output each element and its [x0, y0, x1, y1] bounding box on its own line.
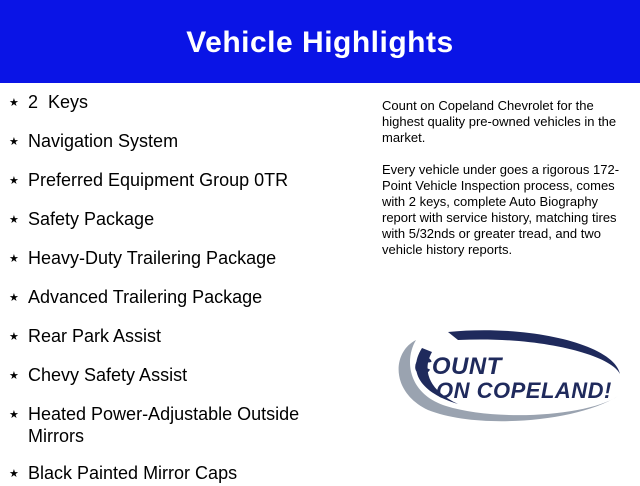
- logo-line2: ON COPELAND!: [436, 378, 612, 403]
- star-icon: ★: [9, 97, 19, 109]
- star-icon: ★: [9, 214, 19, 226]
- list-item: [0, 130, 350, 154]
- feature-label: Rear Park Assist: [28, 326, 162, 346]
- star-icon: ★: [9, 370, 19, 382]
- list-item: [0, 325, 350, 349]
- star-icon: ★: [9, 292, 19, 304]
- feature-label: Navigation System: [28, 131, 179, 151]
- list-item: [0, 462, 350, 486]
- header-banner: [0, 0, 640, 83]
- feature-label: 2 Keys: [28, 92, 89, 112]
- feature-label: Preferred Equipment Group 0TR: [28, 170, 289, 190]
- star-icon: ★: [9, 253, 19, 265]
- star-icon: ★: [9, 331, 19, 343]
- star-icon: ★: [9, 136, 19, 148]
- list-item: [0, 169, 350, 193]
- list-item: [0, 247, 350, 271]
- dealer-description: [382, 98, 632, 274]
- dealer-logo: [388, 330, 624, 422]
- list-item: [0, 403, 350, 447]
- feature-label: Chevy Safety Assist: [28, 365, 188, 385]
- star-icon: ★: [9, 409, 19, 421]
- list-item: [0, 364, 350, 388]
- list-item: [0, 208, 350, 232]
- feature-label: Heated Power-Adjustable Outside Mirrors: [28, 404, 305, 446]
- feature-label: Advanced Trailering Package: [28, 287, 263, 307]
- star-icon: ★: [9, 175, 19, 187]
- description-paragraph: Every vehicle under goes a rigorous 172-Point Vehicle Inspection process, comes with 2 keys, complete Auto Biography report with service history, matching tires with 5/32nds or greater tread, and two vehicle history reports.: [382, 162, 620, 257]
- description-paragraph: Count on Copeland Chevrolet for the highest quality pre-owned vehicles in the market.: [382, 98, 617, 145]
- feature-label: Safety Package: [28, 209, 155, 229]
- feature-label: Black Painted Mirror Caps: [28, 463, 238, 483]
- list-item: [0, 286, 350, 310]
- list-item: [0, 91, 350, 115]
- logo-line1: COUNT: [414, 353, 502, 380]
- feature-list: [0, 83, 350, 486]
- feature-label: Heavy-Duty Trailering Package: [28, 248, 277, 268]
- star-icon: ★: [9, 468, 19, 480]
- page-title: Vehicle Highlights: [186, 25, 454, 59]
